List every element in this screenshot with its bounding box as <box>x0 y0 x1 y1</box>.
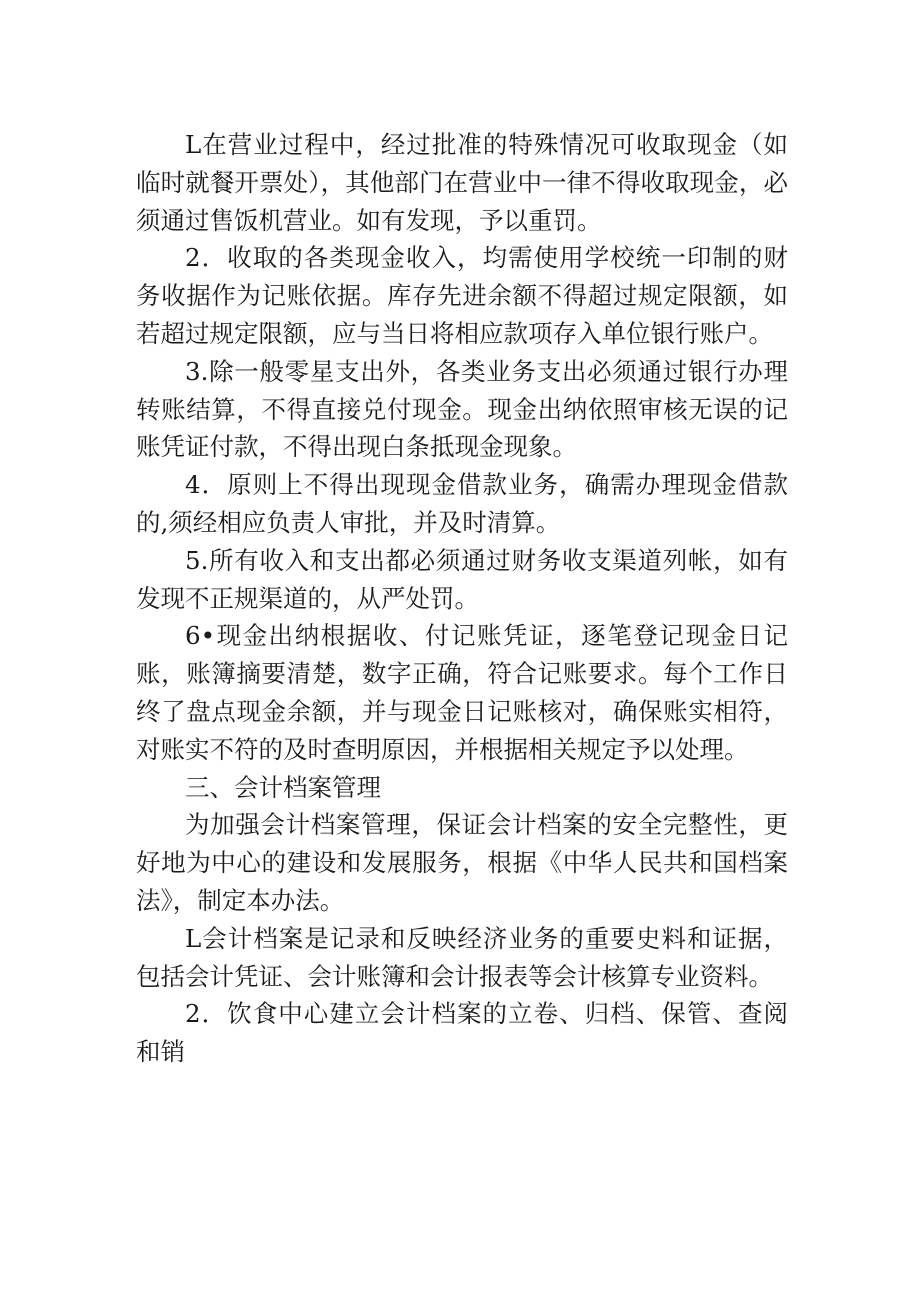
paragraph-financial-channels: 5.所有收入和支出都必须通过财务收支渠道列帐，如有发现不正规渠道的，从严处罚。 <box>136 545 788 613</box>
paragraph-cash-receipts: 2．收取的各类现金收入，均需使用学校统一印制的财务收据作为记账依据。库存先进余额不得超过规定限额，如若超过规定限额，应与当日将相应款项存入单位银行账户。 <box>136 243 788 348</box>
paragraph-bank-transfer: 3.除一般零星支出外，各类业务支出必须通过银行办理转账结算，不得直接兑付现金。现金出纳依照审核无误的记账凭证付款，不得出现白条抵现金现象。 <box>136 356 788 462</box>
paragraph-archives-definition: L会计档案是记录和反映经济业务的重要史料和证据，包括会计凭证、会计账簿和会计报表等会计核算专业资料。 <box>136 923 788 991</box>
paragraph-cash-loans: 4．原则上不得出现现金借款业务，确需办理现金借款的,须经相应负责人审批，并及时清算。 <box>136 470 788 537</box>
section-heading-accounting-archives: 三、会计档案管理 <box>185 772 381 802</box>
paragraph-archives-system: 2．饮食中心建立会计档案的立卷、归档、保管、查阅和销 <box>136 999 788 1067</box>
paragraph-archives-purpose: 为加强会计档案管理，保证会计档案的安全完整性，更好地为中心的建设和发展服务，根据《中华人民共和国档案法》，制定本办法。 <box>136 810 788 915</box>
paragraph-cash-collection: L在营业过程中，经过批准的特殊情况可收取现金（如临时就餐开票处），其他部门在营业中一律不得收取现金，必须通过售饭机营业。如有发现，予以重罚。 <box>136 130 788 235</box>
document-body <box>136 126 788 1071</box>
paragraph-cash-journal: 6•现金出纳根据收、付记账凭证，逐笔登记现金日记账，账簿摘要清楚，数字正确，符合记账要求。每个工作日终了盘点现金余额，并与现金日记账核对，确保账实相符，对账实不符的及时查明原因，并根据相关规定予以处理。 <box>136 621 788 764</box>
